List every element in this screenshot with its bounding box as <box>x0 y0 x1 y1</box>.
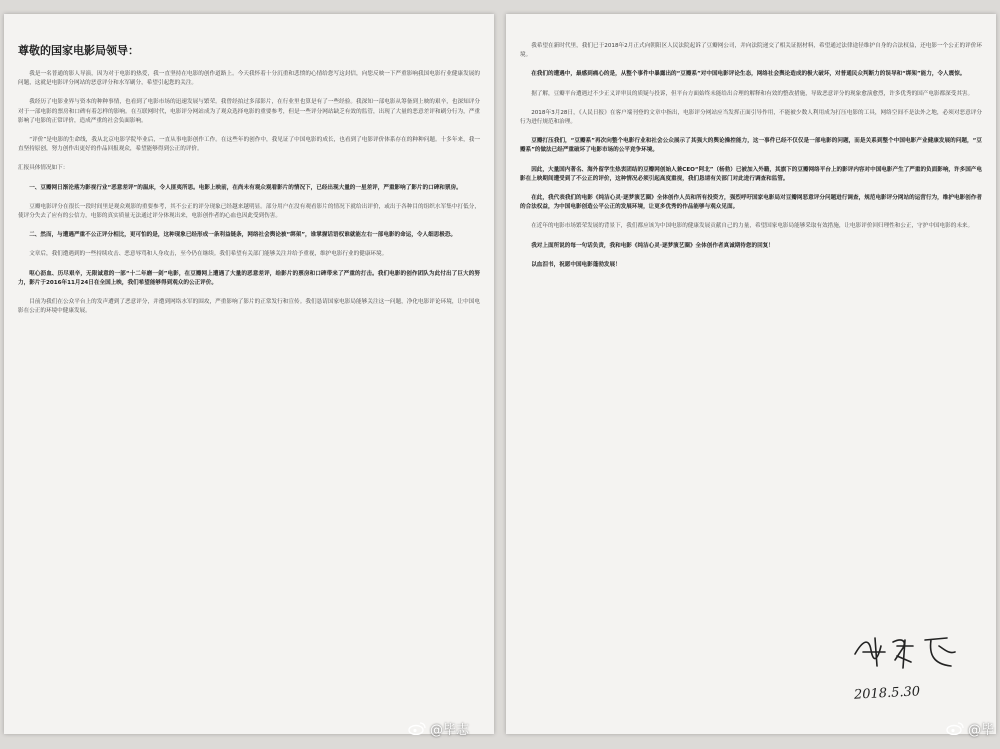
page-left-content <box>18 42 480 724</box>
letter-salutation: 尊敬的国家电影局领导： <box>18 44 139 57</box>
right-paragraphs <box>520 42 982 270</box>
weibo-logo-icon <box>946 721 964 735</box>
weibo-watermark-left <box>408 718 469 738</box>
letter-paragraph: 呕心沥血、历尽艰辛，无限诚意的一部“十二年磨一剑”电影，在豆瓣网上遭遇了大量的恶意差评，给影片的票房和口碑带来了严重的打击。我们电影的创作团队为此付出了巨大的努力，影片于2016年11月24日在全国上映，我们希望能够得到观众的公正评价。 <box>18 270 480 286</box>
letter-paragraph: 文章后，我们遭遇到的一些持续攻击、恶意辱骂和人身攻击，至今仍在继续。我们希望有关部门能够关注并给予重视，维护电影行业的健康环境。 <box>29 251 388 258</box>
left-paragraphs <box>18 70 480 316</box>
letter-paragraph: 在我们的遭遇中，最感到痛心的是，从整个事件中暴露出的“豆瓣系”对中国电影评论生态，网络社会舆论造成的极大破坏，对普通民众判断力的误导和“绑架”能力，令人震惊。 <box>531 71 966 78</box>
page-right-content <box>520 42 982 724</box>
letter-page-right <box>506 14 996 734</box>
letter-paragraph: 目前为我们在公众平台上的发声遭到了恶意评分，并遭到网络水军的围攻，严重影响了影片的正常发行和宣传。我们恳请国家电影局能够关注这一问题，净化电影评论环境，让中国电影在公正的环境中健康发展。 <box>18 299 480 315</box>
handwritten-signature <box>851 632 971 672</box>
letter-paragraph: 我希望在新时代里，我们已于2018年2月正式向朝阳区人民法院起诉了豆瓣网公司，并向法院递交了相关证据材料，希望通过法律途径维护自身的合法权益，还电影一个公正的评价环境。 <box>520 43 982 59</box>
letter-paragraph: 豆瓣电影评分在很长一段时间里是观众观影的重要参考，其不公正的评分现象已经越来越明显。部分用户在没有观看影片的情况下就给出评价，或出于各种目的组织水军集中打低分，使评分失去了应有的公信力，电影的真实质量无法通过评分体现出来，电影创作者的心血也因此受到伤害。 <box>18 203 480 220</box>
watermark-username-right: @毕 <box>968 722 995 738</box>
watermark-username-left: @毕志 <box>430 722 470 738</box>
letter-paragraph: 2018年3月28日，《人民日报》在客户端刊登的文章中指出，电影评分网站应当发挥正面引导作用，不能被少数人利用成为打压电影的工具，网络空间不是法外之地，必须对恶意评分行为进行规范和治理。 <box>520 109 982 126</box>
letter-paragraph: 豆瓣打压我们，“豆瓣系”再次向整个电影行业和社会公众展示了其强大的舆论操控能力，这一事件已经不仅仅是一部电影的问题，而是关系到整个中国电影产业健康发展的问题，“豆瓣系”的做法已经严重破坏了电影市场的公平竞争环境。 <box>520 138 982 154</box>
letter-paragraph: 我经历了电影业界与资本的种种事情，也看到了电影市场的迅速发展与繁荣。我曾经拍过多部影片，在行业里也算是有了一些经验。我深知一部电影从筹备到上映的艰辛，也深知评分对于一部电影的票房和口碑有着怎样的影响。在互联网时代，电影评分网站成为了观众选择电影的重要参考，但是一些评分网站缺乏有效的监管，出现了大量的恶意差评和刷分行为，严重影响了电影的正常评价，造成严重的社会负面影响。 <box>18 99 480 124</box>
letter-paragraph: 在此，我代表我们的电影《纯洁心灵·逐梦演艺圈》全体创作人员和所有投资方，强烈呼吁国家电影局对豆瓣网恶意评分问题进行调查，规范电影评分网站的运营行为，维护电影创作者的合法权益，为中国电影创造公平公正的发展环境，让更多优秀的作品能够与观众见面。 <box>520 195 982 211</box>
letter-paragraph: 汇报具体情况如下： <box>18 165 69 172</box>
signature-date: 2018.5.30 <box>853 684 921 703</box>
letter-paragraph: 以血泪书，祝愿中国电影蓬勃发展！ <box>531 261 621 268</box>
letter-paragraph: 我是一名普通的影人导演，因为对于电影的热爱，我一直坚持在电影的创作道路上。今天我怀着十分沉重和悲愤的心情给您写这封信，向您反映一下严重影响我国电影行业健康发展的问题，这就是电影评分网站的恶意评分和水军刷分，希望引起您的关注。 <box>18 71 480 87</box>
letter-paragraph: 我对上面所说的每一句话负责，我和电影《纯洁心灵·逐梦演艺圈》全体创作者真诚期待您的回复！ <box>531 242 774 249</box>
letter-page-left <box>4 14 494 734</box>
weibo-watermark-right <box>946 718 994 738</box>
letter-paragraph: 二、然而，与遭遇严重不公正评分相比，更可怕的是，这种现象已经形成一条利益链条，网络社会舆论被“绑架”，谁掌握话语权谁就能左右一部电影的命运，令人细思极恐。 <box>29 232 457 239</box>
letter-paragraph: 在近年的电影市场繁荣发展的背景下，我们都应该为中国电影的健康发展贡献自己的力量，希望国家电影局能够采取有效措施，让电影评价回归理性和公正，守护中国电影的未来。 <box>531 223 974 230</box>
letter-paragraph: 据了解，豆瓣平台遭遇过不少正义评审员的质疑与投诉，但平台方面始终未能给出合理的解释和有效的整改措施，导致恶意评分的现象愈演愈烈，许多优秀的国产电影都深受其害。 <box>531 90 974 97</box>
letter-paragraph: “评价”是电影的生命线，我从北京电影学院毕业后，一直从事电影创作工作。在这些年的创作中，我见证了中国电影的成长，也看到了电影评价体系存在的种种问题。十多年来，我一直坚持原创，努力创作出更好的作品回报观众，希望能够得到公正的评价。 <box>18 137 480 153</box>
letter-paragraph: 一、豆瓣网日渐沦落为影视行业“恶意差评”的温床，令人匪夷所思。电影上映前，在尚未有观众观看影片的情况下，已经出现大量的一星差评，严重影响了影片的口碑和票房。 <box>29 184 462 191</box>
letter-paragraph: 因此，大量国内著名、海外留学生热衷团结的豆瓣网创始人兼CEO“阿北”（杨勃）已被加入外籍，其旗下的豆瓣网络平台上的影评内容对中国电影产生了严重的负面影响，许多国产电影在上映期间遭受到了不公正的评价，这种情况必须引起高度重视，我们恳请有关部门对此进行调查和监管。 <box>520 166 982 182</box>
weibo-logo-icon <box>408 721 426 735</box>
